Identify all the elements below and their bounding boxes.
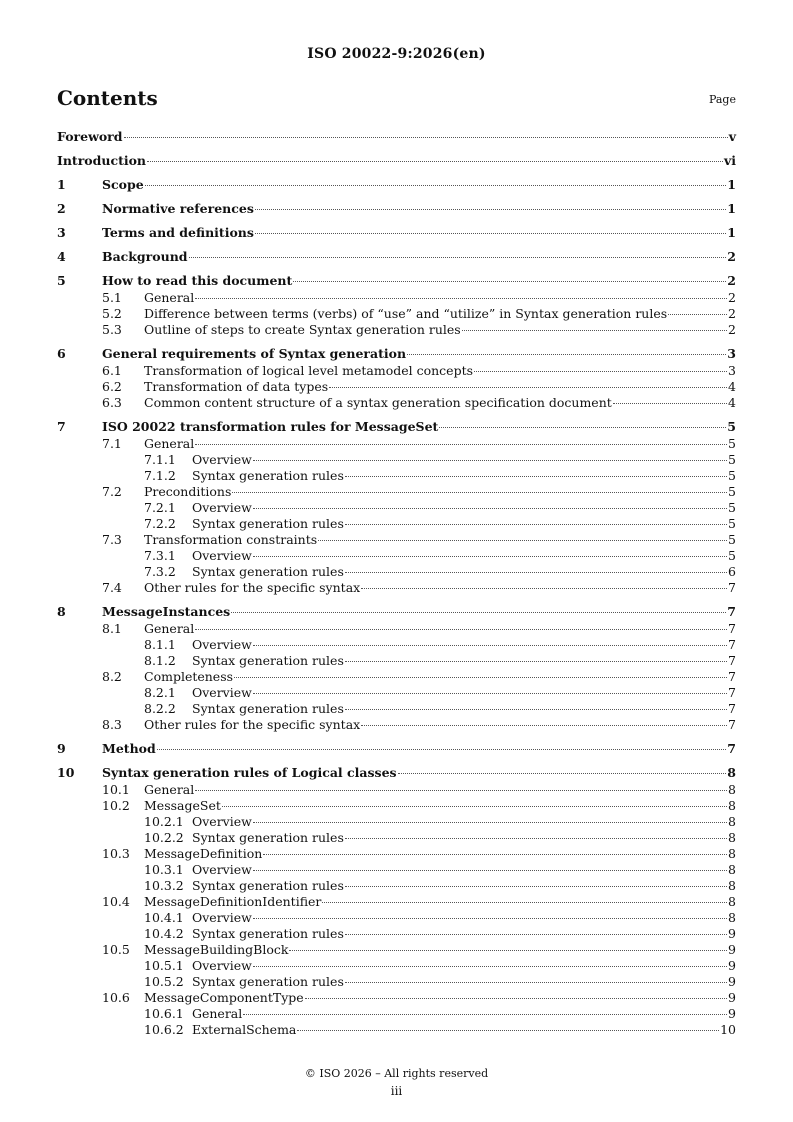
toc-dot-leader xyxy=(345,476,727,477)
toc-entry-title: Other rules for the specific syntax xyxy=(144,580,361,595)
toc-entry-page: 7 xyxy=(728,637,736,652)
toc-entry-page: 6 xyxy=(728,564,736,579)
toc-entry[interactable] xyxy=(57,306,736,322)
toc-entry-number: 7.4 xyxy=(102,580,122,595)
toc-entry-page: 7 xyxy=(728,621,736,636)
toc-entry[interactable] xyxy=(57,717,736,733)
toc-entry-title: Transformation of data types xyxy=(144,379,329,394)
toc-entry-title: General xyxy=(144,621,195,636)
toc-dot-leader xyxy=(361,588,727,589)
toc-entry-number: 5.3 xyxy=(102,322,122,337)
toc-entry[interactable] xyxy=(57,363,736,379)
toc-entry-title: Common content structure of a syntax generation specification document xyxy=(144,395,612,410)
toc-entry-page: 7 xyxy=(727,741,736,756)
toc-entry[interactable] xyxy=(57,765,736,781)
toc-entry[interactable] xyxy=(57,621,736,637)
toc-entry-title: Transformation of logical level metamodel concepts xyxy=(144,363,474,378)
toc-entry[interactable] xyxy=(57,894,736,910)
contents-title: Contents xyxy=(57,86,158,110)
toc-entry-page: 2 xyxy=(728,290,736,305)
toc-dot-leader xyxy=(253,460,727,461)
toc-entry-title: Syntax generation rules xyxy=(192,878,344,893)
toc-entry[interactable] xyxy=(57,637,736,653)
toc-entry-page: 4 xyxy=(728,395,736,410)
toc-dot-leader xyxy=(318,540,727,541)
toc-entry-page: 2 xyxy=(727,273,736,288)
toc-dot-leader xyxy=(253,822,727,823)
toc-dot-leader xyxy=(474,371,727,372)
toc-entry[interactable] xyxy=(57,452,736,468)
toc-entry-number: 10.3 xyxy=(102,846,130,861)
toc-entry[interactable] xyxy=(57,273,736,289)
toc-entry-number: 10.5.1 xyxy=(144,958,184,973)
toc-dot-leader xyxy=(253,693,727,694)
toc-entry-number: 6.2 xyxy=(102,379,122,394)
toc-entry-title: General xyxy=(144,290,195,305)
copyright-footer: © ISO 2026 – All rights reserved xyxy=(304,1067,489,1080)
toc-entry-number: 7 xyxy=(57,419,66,434)
toc-dot-leader xyxy=(253,645,727,646)
toc-dot-leader xyxy=(195,790,727,791)
toc-entry[interactable] xyxy=(57,379,736,395)
toc-entry[interactable] xyxy=(57,958,736,974)
document-header: ISO 20022-9:2026(en) xyxy=(307,46,486,62)
toc-entry[interactable] xyxy=(57,990,736,1006)
toc-entry-title: Method xyxy=(102,741,156,756)
toc-entry-title: Outline of steps to create Syntax generation rules xyxy=(144,322,461,337)
toc-entry-page: 1 xyxy=(727,225,736,240)
toc-entry-number: 7.3 xyxy=(102,532,122,547)
toc-dot-leader xyxy=(345,709,727,710)
toc-dot-leader xyxy=(439,427,726,428)
toc-dot-leader xyxy=(345,524,727,525)
toc-entry-title: Overview xyxy=(192,452,252,467)
toc-entry-title: General xyxy=(144,782,195,797)
toc-entry[interactable] xyxy=(57,346,736,362)
toc-dot-leader xyxy=(613,403,727,404)
toc-entry[interactable] xyxy=(57,798,736,814)
toc-entry[interactable] xyxy=(57,516,736,532)
toc-entry-title: Overview xyxy=(192,637,252,652)
toc-dot-leader xyxy=(345,661,727,662)
toc-entry-page: 9 xyxy=(728,942,736,957)
toc-entry[interactable] xyxy=(57,564,736,580)
toc-entry-number: 7.3.1 xyxy=(144,548,176,563)
toc-entry-number: 7.2 xyxy=(102,484,122,499)
toc-entry-title: Overview xyxy=(192,685,252,700)
toc-entry-page: 8 xyxy=(728,782,736,797)
toc-dot-leader xyxy=(345,838,727,839)
toc-entry-title: Preconditions xyxy=(144,484,232,499)
toc-entry[interactable] xyxy=(57,782,736,798)
toc-entry-page: 7 xyxy=(728,717,736,732)
toc-entry-number: 7.3.2 xyxy=(144,564,176,579)
toc-entry-page: 8 xyxy=(728,798,736,813)
toc-entry[interactable] xyxy=(57,862,736,878)
toc-entry-title: Syntax generation rules xyxy=(192,564,344,579)
toc-entry[interactable] xyxy=(57,395,736,411)
toc-entry[interactable] xyxy=(57,129,736,145)
toc-entry-number: 9 xyxy=(57,741,66,756)
toc-dot-leader xyxy=(157,749,727,750)
toc-entry-number: 5.1 xyxy=(102,290,122,305)
toc-dot-leader xyxy=(253,556,727,557)
toc-entry-title: Introduction xyxy=(57,153,147,168)
toc-dot-leader xyxy=(253,508,727,509)
toc-entry-page: 8 xyxy=(728,846,736,861)
toc-entry-number: 10.3.2 xyxy=(144,878,184,893)
toc-entry-title: Syntax generation rules xyxy=(192,974,344,989)
toc-entry[interactable] xyxy=(57,177,736,193)
toc-entry-number: 5 xyxy=(57,273,66,288)
toc-entry-title: MessageComponentType xyxy=(144,990,304,1005)
toc-entry-number: 7.2.1 xyxy=(144,500,176,515)
toc-entry-page: 3 xyxy=(728,363,736,378)
toc-entry-page: vi xyxy=(723,153,736,168)
toc-entry[interactable] xyxy=(57,1022,736,1038)
toc-entry[interactable] xyxy=(57,500,736,516)
toc-entry[interactable] xyxy=(57,290,736,306)
toc-entry-page: 5 xyxy=(728,548,736,563)
toc-entry-title: MessageInstances xyxy=(102,604,231,619)
toc-dot-leader xyxy=(361,725,727,726)
toc-dot-leader xyxy=(147,161,723,162)
toc-dot-leader xyxy=(243,1014,727,1015)
toc-entry-page: 5 xyxy=(728,436,736,451)
toc-entry[interactable] xyxy=(57,468,736,484)
toc-dot-leader xyxy=(195,444,727,445)
toc-entry-title: Difference between terms (verbs) of “use” and “utilize” in Syntax generation rules xyxy=(144,306,668,321)
toc-entry-title: MessageDefinitionIdentifier xyxy=(144,894,322,909)
toc-entry[interactable] xyxy=(57,532,736,548)
toc-entry-number: 8.2.1 xyxy=(144,685,176,700)
toc-entry-title: ISO 20022 transformation rules for MessageSet xyxy=(102,419,439,434)
toc-entry[interactable] xyxy=(57,974,736,990)
toc-dot-leader xyxy=(398,773,727,774)
toc-entry[interactable] xyxy=(57,741,736,757)
toc-entry-page: 8 xyxy=(728,814,736,829)
toc-entry-page: 7 xyxy=(728,580,736,595)
toc-entry-number: 10.4 xyxy=(102,894,130,909)
toc-entry-title: MessageDefinition xyxy=(144,846,263,861)
toc-entry-page: 2 xyxy=(727,249,736,264)
toc-dot-leader xyxy=(189,257,727,258)
toc-entry-page: 8 xyxy=(728,862,736,877)
toc-dot-leader xyxy=(253,918,727,919)
toc-dot-leader xyxy=(232,492,727,493)
toc-entry[interactable] xyxy=(57,669,736,685)
toc-entry-page: 5 xyxy=(728,532,736,547)
toc-entry-page: 7 xyxy=(728,653,736,668)
toc-entry-number: 8.2 xyxy=(102,669,122,684)
toc-dot-leader xyxy=(145,185,727,186)
toc-dot-leader xyxy=(345,982,727,983)
toc-dot-leader xyxy=(293,281,726,282)
toc-dot-leader xyxy=(322,902,727,903)
toc-entry-number: 8.1 xyxy=(102,621,122,636)
toc-entry-number: 10.5 xyxy=(102,942,130,957)
page-number: iii xyxy=(390,1084,403,1098)
toc-entry-page: 5 xyxy=(728,452,736,467)
toc-entry-title: Background xyxy=(102,249,188,264)
toc-entry-page: 5 xyxy=(728,468,736,483)
toc-entry[interactable] xyxy=(57,942,736,958)
toc-entry-page: 8 xyxy=(727,765,736,780)
toc-entry-number: 6.1 xyxy=(102,363,122,378)
toc-entry[interactable] xyxy=(57,484,736,500)
toc-entry-title: Overview xyxy=(192,910,252,925)
toc-entry[interactable] xyxy=(57,201,736,217)
toc-entry-number: 8.2.2 xyxy=(144,701,176,716)
toc-entry-page: 2 xyxy=(728,306,736,321)
toc-entry[interactable] xyxy=(57,249,736,265)
toc-entry[interactable] xyxy=(57,685,736,701)
toc-entry-page: 10 xyxy=(720,1022,736,1037)
toc-entry-title: How to read this document xyxy=(102,273,293,288)
toc-entry-number: 3 xyxy=(57,225,66,240)
toc-entry[interactable] xyxy=(57,830,736,846)
toc-entry-page: 4 xyxy=(728,379,736,394)
toc-entry-title: Normative references xyxy=(102,201,254,216)
toc-entry-title: Syntax generation rules xyxy=(192,468,344,483)
toc-entry-number: 2 xyxy=(57,201,66,216)
toc-entry-title: Transformation constraints xyxy=(144,532,318,547)
toc-entry-title: Foreword xyxy=(57,129,123,144)
toc-entry-number: 7.1.1 xyxy=(144,452,176,467)
toc-dot-leader xyxy=(345,886,727,887)
toc-dot-leader xyxy=(195,298,727,299)
toc-entry[interactable] xyxy=(57,225,736,241)
toc-entry-title: General xyxy=(144,436,195,451)
toc-dot-leader xyxy=(668,314,727,315)
toc-dot-leader xyxy=(234,677,727,678)
toc-entry-number: 5.2 xyxy=(102,306,122,321)
toc-entry-title: ExternalSchema xyxy=(192,1022,297,1037)
toc-entry-title: Overview xyxy=(192,814,252,829)
toc-entry-number: 8.3 xyxy=(102,717,122,732)
toc-entry-number: 10.2.2 xyxy=(144,830,184,845)
toc-dot-leader xyxy=(263,854,727,855)
toc-entry-title: Overview xyxy=(192,958,252,973)
toc-entry-number: 8.1.1 xyxy=(144,637,176,652)
toc-entry-page: 8 xyxy=(728,830,736,845)
toc-entry-page: 9 xyxy=(728,926,736,941)
toc-entry-number: 10.6 xyxy=(102,990,130,1005)
toc-entry-page: 9 xyxy=(728,990,736,1005)
toc-entry[interactable] xyxy=(57,580,736,596)
toc-entry-page: 8 xyxy=(728,910,736,925)
toc-entry-title: Overview xyxy=(192,500,252,515)
toc-entry-number: 8 xyxy=(57,604,66,619)
toc-entry-number: 8.1.2 xyxy=(144,653,176,668)
toc-entry[interactable] xyxy=(57,419,736,435)
toc-dot-leader xyxy=(407,354,726,355)
toc-entry-title: MessageSet xyxy=(144,798,221,813)
toc-entry-title: Overview xyxy=(192,862,252,877)
toc-dot-leader xyxy=(305,998,727,999)
toc-entry[interactable] xyxy=(57,910,736,926)
toc-entry-number: 10.1 xyxy=(102,782,130,797)
toc-dot-leader xyxy=(462,330,727,331)
toc-entry-page: 8 xyxy=(728,878,736,893)
toc-entry[interactable] xyxy=(57,878,736,894)
toc-dot-leader xyxy=(231,612,726,613)
toc-dot-leader xyxy=(124,137,728,138)
toc-dot-leader xyxy=(297,1030,719,1031)
toc-entry-title: Terms and definitions xyxy=(102,225,254,240)
toc-entry[interactable] xyxy=(57,846,736,862)
toc-entry-title: Syntax generation rules xyxy=(192,701,344,716)
page-column-label: Page xyxy=(708,93,736,106)
toc-entry-number: 7.1.2 xyxy=(144,468,176,483)
toc-entry-number: 6 xyxy=(57,346,66,361)
toc-entry[interactable] xyxy=(57,322,736,338)
toc-entry-number: 10.4.2 xyxy=(144,926,184,941)
toc-entry-page: 5 xyxy=(728,484,736,499)
toc-entry-number: 10.4.1 xyxy=(144,910,184,925)
toc-entry-number: 7.2.2 xyxy=(144,516,176,531)
toc-entry[interactable] xyxy=(57,701,736,717)
toc-entry[interactable] xyxy=(57,436,736,452)
toc-entry[interactable] xyxy=(57,926,736,942)
toc-dot-leader xyxy=(289,950,727,951)
toc-entry-title: Syntax generation rules xyxy=(192,653,344,668)
toc-entry-page: 5 xyxy=(727,419,736,434)
toc-entry-title: General xyxy=(192,1006,243,1021)
toc-dot-leader xyxy=(345,572,727,573)
toc-entry-number: 10.2.1 xyxy=(144,814,184,829)
toc-entry-title: Syntax generation rules of Logical classes xyxy=(102,765,397,780)
toc-dot-leader xyxy=(222,806,727,807)
toc-entry[interactable] xyxy=(57,1006,736,1022)
toc-entry-number: 10.6.1 xyxy=(144,1006,184,1021)
toc-entry-number: 7.1 xyxy=(102,436,122,451)
toc-entry-number: 10.6.2 xyxy=(144,1022,184,1037)
toc-dot-leader xyxy=(345,934,727,935)
toc-entry-title: Overview xyxy=(192,548,252,563)
toc-entry-page: 9 xyxy=(728,1006,736,1021)
toc-entry-number: 6.3 xyxy=(102,395,122,410)
toc-entry-page: 2 xyxy=(728,322,736,337)
toc-entry-number: 1 xyxy=(57,177,66,192)
toc-entry[interactable] xyxy=(57,548,736,564)
toc-entry-page: 7 xyxy=(728,685,736,700)
toc-entry-page: 8 xyxy=(728,894,736,909)
toc-entry-title: General requirements of Syntax generation xyxy=(102,346,407,361)
toc-entry-page: 1 xyxy=(727,177,736,192)
toc-dot-leader xyxy=(329,387,727,388)
toc-dot-leader xyxy=(255,209,726,210)
toc-dot-leader xyxy=(253,870,727,871)
toc-entry-title: Completeness xyxy=(144,669,234,684)
toc-entry[interactable] xyxy=(57,604,736,620)
toc-entry-number: 10.3.1 xyxy=(144,862,184,877)
toc-entry-title: Other rules for the specific syntax xyxy=(144,717,361,732)
toc-entry-number: 10.5.2 xyxy=(144,974,184,989)
toc-entry-page: 9 xyxy=(728,958,736,973)
toc-entry-page: v xyxy=(728,129,736,144)
toc-entry-page: 7 xyxy=(728,701,736,716)
toc-entry-title: MessageBuildingBlock xyxy=(144,942,289,957)
toc-entry-title: Syntax generation rules xyxy=(192,516,344,531)
toc-entry[interactable] xyxy=(57,153,736,169)
toc-dot-leader xyxy=(255,233,726,234)
toc-entry-number: 10 xyxy=(57,765,75,780)
toc-entry-page: 9 xyxy=(728,974,736,989)
toc-entry-number: 10.2 xyxy=(102,798,130,813)
toc-entry[interactable] xyxy=(57,814,736,830)
toc-entry-page: 5 xyxy=(728,500,736,515)
toc-entry-page: 7 xyxy=(728,669,736,684)
toc-dot-leader xyxy=(253,966,727,967)
toc-entry-page: 5 xyxy=(728,516,736,531)
toc-entry[interactable] xyxy=(57,653,736,669)
toc-entry-title: Syntax generation rules xyxy=(192,830,344,845)
toc-entry-page: 7 xyxy=(727,604,736,619)
toc-entry-title: Scope xyxy=(102,177,144,192)
toc-entry-title: Syntax generation rules xyxy=(192,926,344,941)
toc-entry-page: 1 xyxy=(727,201,736,216)
toc-entry-number: 4 xyxy=(57,249,66,264)
toc-dot-leader xyxy=(195,629,727,630)
toc-entry-page: 3 xyxy=(727,346,736,361)
